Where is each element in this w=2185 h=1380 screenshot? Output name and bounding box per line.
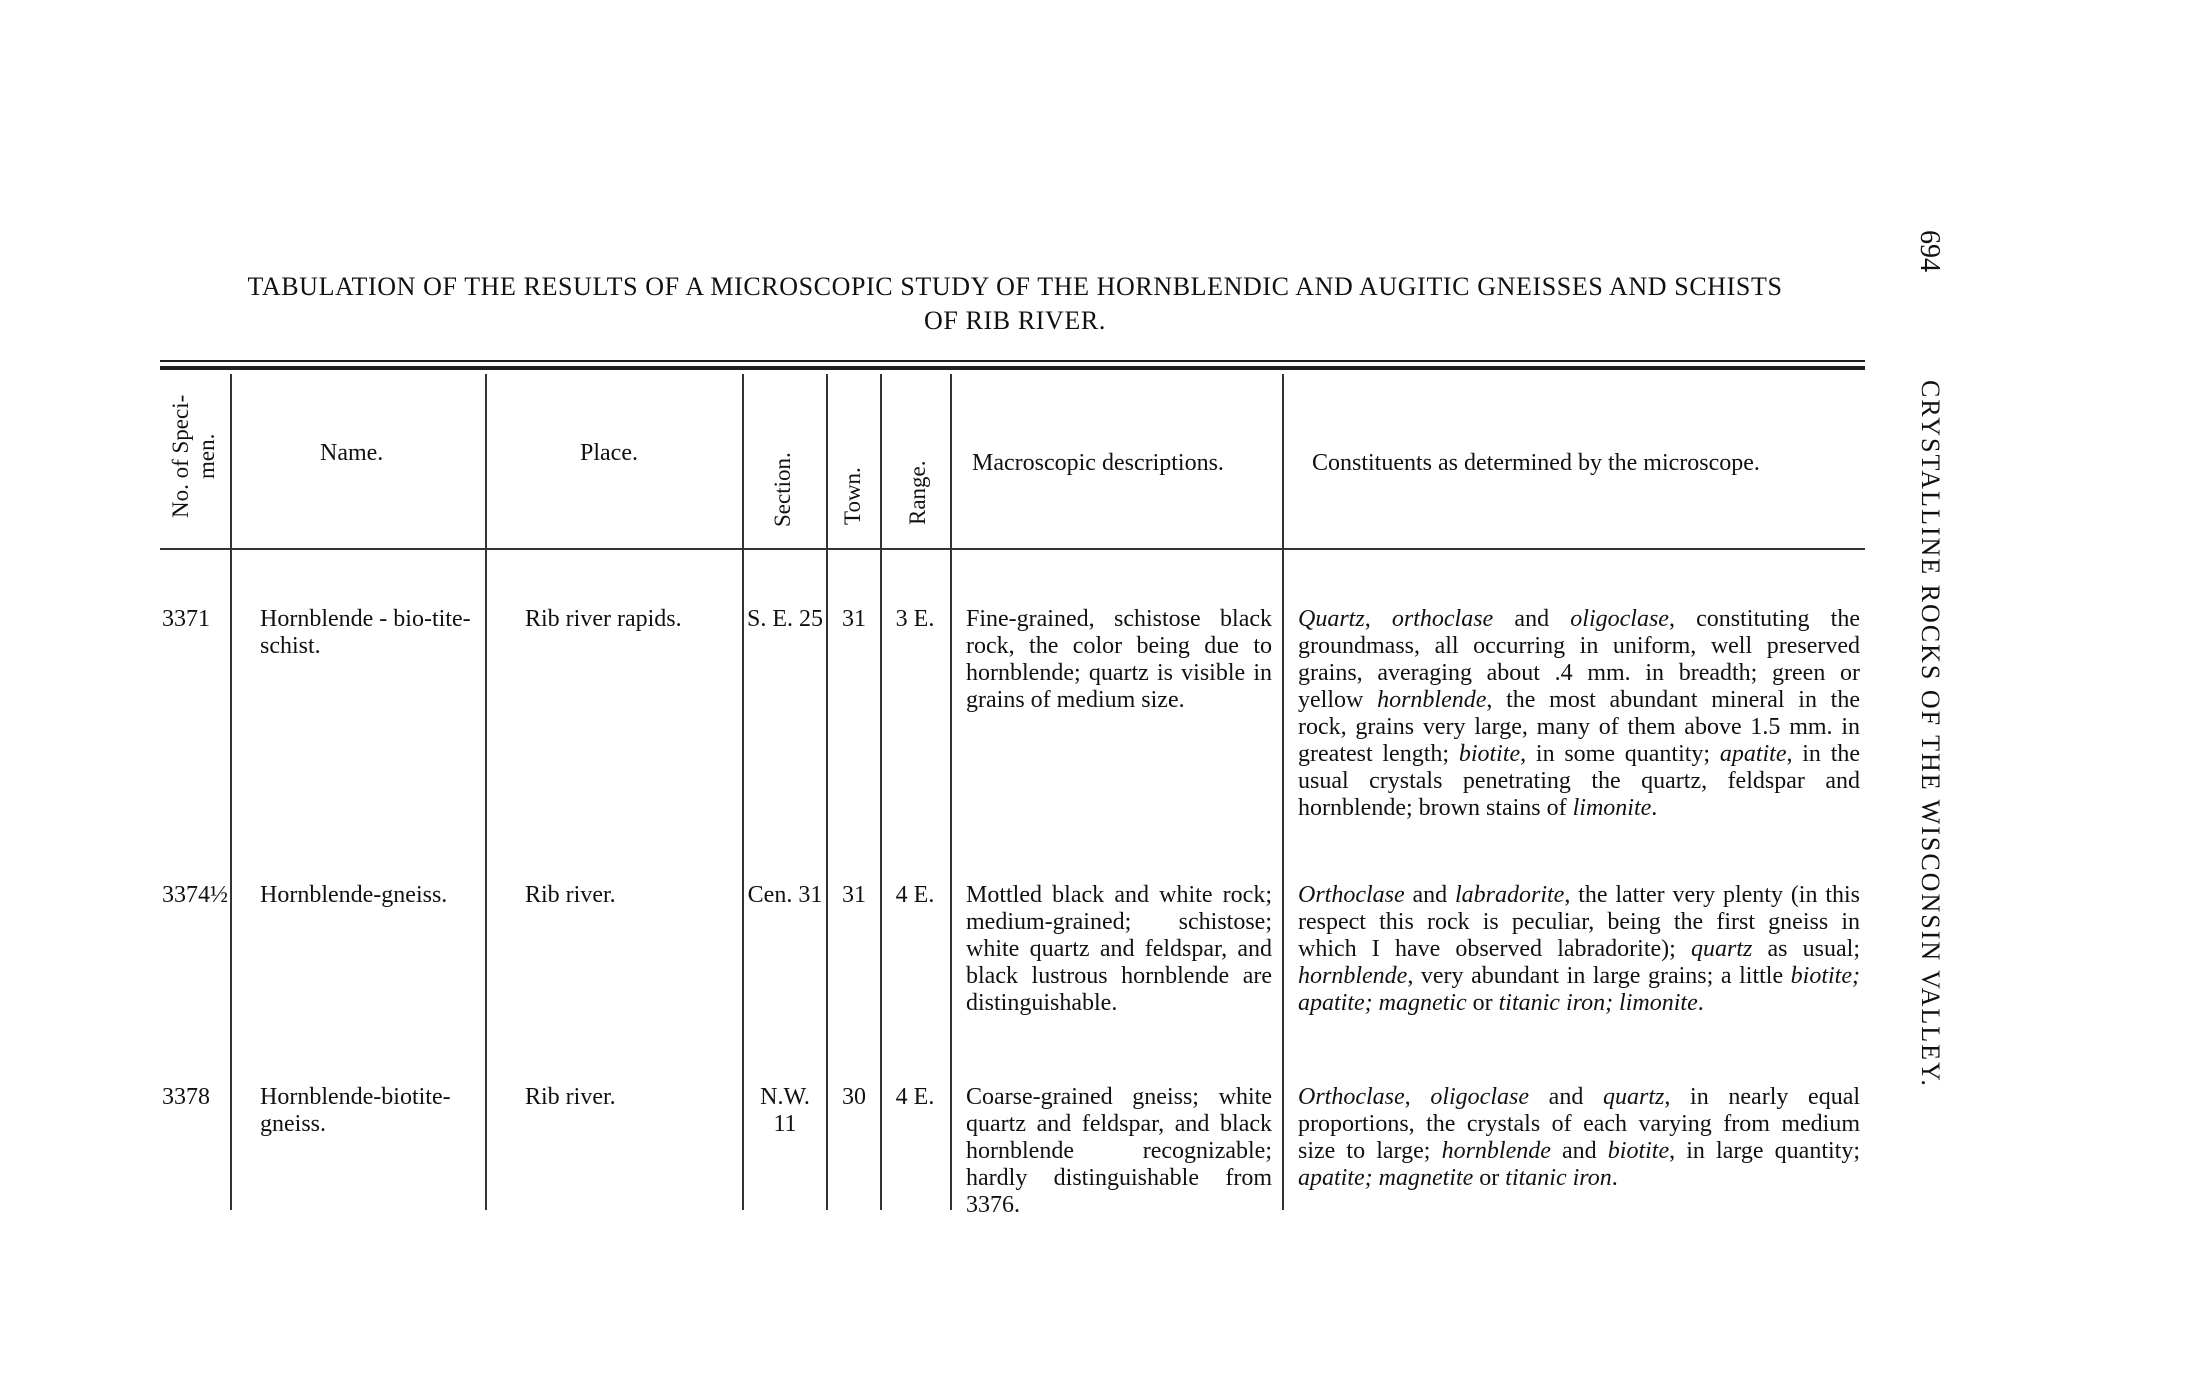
row1-name: Hornblende - bio-tite-schist. xyxy=(260,606,471,659)
header-section: Section. xyxy=(770,452,795,528)
mineral: quartz xyxy=(1603,1084,1665,1110)
col-rule xyxy=(230,374,232,1210)
mineral: hornblende xyxy=(1298,963,1408,989)
header-rule xyxy=(160,548,1865,550)
mineral: biotite xyxy=(1458,741,1521,767)
row3-macro: Coarse-grained gneiss; white quartz and feldspar, and black hornblende recognizable; hardly distinguishable from 3376. xyxy=(966,1084,1272,1218)
row3-place: Rib river. xyxy=(525,1084,616,1110)
mineral: hornblende xyxy=(1441,1138,1551,1164)
mineral: Orthoclase xyxy=(1298,1084,1405,1110)
row1-town: 31 xyxy=(842,606,866,632)
mineral: quartz xyxy=(1690,936,1753,962)
row2-no: 3374½ xyxy=(162,882,228,908)
mineral: apatite; magnetite xyxy=(1298,1165,1474,1191)
row1-section: S. E. 25 xyxy=(746,606,823,632)
row2-town: 31 xyxy=(842,882,866,908)
row2-micro: Orthoclase and labradorite, the latter very plenty (in this respect this rock is peculiar, being the first gneiss in which I have observed labradorite); quartz as usual; hornblende, very abundant in large grains; a little biotite; apatite; magnetic or titanic iron; limonite. xyxy=(1298,882,1860,1016)
header-name: Name. xyxy=(320,440,384,466)
row2-name: Hornblende-gneiss. xyxy=(260,882,448,908)
row3-no: 3378 xyxy=(162,1084,210,1110)
row3-range: 4 E. xyxy=(895,1084,935,1110)
header-no: No. of Speci-men. xyxy=(168,394,219,518)
header-micro: Constituents as determined by the microscope. xyxy=(1312,450,1760,476)
row2-section: Cen. 31 xyxy=(747,882,823,908)
row1-place: Rib river rapids. xyxy=(525,606,682,632)
col-rule xyxy=(1282,374,1284,1210)
mineral: hornblende xyxy=(1377,687,1487,713)
mineral: Quartz xyxy=(1298,606,1365,632)
mineral: apatite xyxy=(1719,741,1787,767)
title-line-2: OF RIB RIVER. xyxy=(924,306,1106,335)
row3-name: Hornblende-biotite-gneiss. xyxy=(260,1084,451,1137)
mineral: oligoclase xyxy=(1430,1084,1529,1110)
title-line-1: TABULATION OF THE RESULTS OF A MICROSCOPIC STUDY OF THE HORNBLENDIC AND AUGITIC GNEISSES AND SCHISTS xyxy=(247,272,1783,301)
header-range: Range. xyxy=(905,460,930,526)
mineral: biotite; apatite; magnetic xyxy=(1298,963,1860,1016)
header-town: Town. xyxy=(840,467,865,525)
row1-range: 3 E. xyxy=(895,606,935,632)
page-number: 694 xyxy=(1914,230,1945,272)
row2-place: Rib river. xyxy=(525,882,616,908)
col-rule xyxy=(950,374,952,1210)
row1-no: 3371 xyxy=(162,606,210,632)
col-rule xyxy=(485,374,487,1210)
mineral: orthoclase xyxy=(1391,606,1494,632)
mineral: biotite xyxy=(1607,1138,1670,1164)
mineral: titanic iron xyxy=(1505,1165,1612,1191)
mineral: oligoclase xyxy=(1570,606,1669,632)
row3-micro: Orthoclase, oligoclase and quartz, in nearly equal proportions, the crystals of each varying from medium size to large; hornblende and biotite, in large quantity; apatite; magnetite or titanic iron. xyxy=(1298,1084,1861,1191)
page-title xyxy=(150,270,1880,338)
mineral: titanic iron; limonite xyxy=(1498,990,1698,1016)
row2-range: 4 E. xyxy=(895,882,935,908)
row3-section: N.W. 11 xyxy=(760,1084,810,1137)
title-rule-thin xyxy=(160,360,1865,362)
header-macro: Macroscopic descriptions. xyxy=(972,450,1224,476)
row3-town: 30 xyxy=(842,1084,866,1110)
mineral: limonite xyxy=(1572,795,1652,821)
col-rule xyxy=(742,374,744,1210)
mineral: Orthoclase xyxy=(1298,882,1405,908)
specimen-table xyxy=(160,370,1865,1218)
running-head: CRYSTALLINE ROCKS OF THE WISCONSIN VALLEY. xyxy=(1916,380,1945,1088)
header-place: Place. xyxy=(580,440,638,466)
row1-micro: Quartz, orthoclase and oligoclase, constituting the groundmass, all occurring in uniform, well preserved grains, averaging about .4 mm. in breadth; green or yellow hornblende, the most abundant mineral in the rock, grains very large, many of them above 1.5 mm. in greatest length; biotite, in some quantity; apatite, in the usual crystals penetrating the quartz, feldspar and hornblende; brown stains of limonite. xyxy=(1298,606,1861,821)
row1-macro: Fine-grained, schistose black rock, the color being due to hornblende; quartz is visible in grains of medium size. xyxy=(966,606,1272,713)
mineral: labradorite xyxy=(1455,882,1565,908)
row2-macro: Mottled black and white rock; medium-grained; schistose; white quartz and feldspar, and black lustrous hornblende are distinguishable. xyxy=(966,882,1272,1016)
